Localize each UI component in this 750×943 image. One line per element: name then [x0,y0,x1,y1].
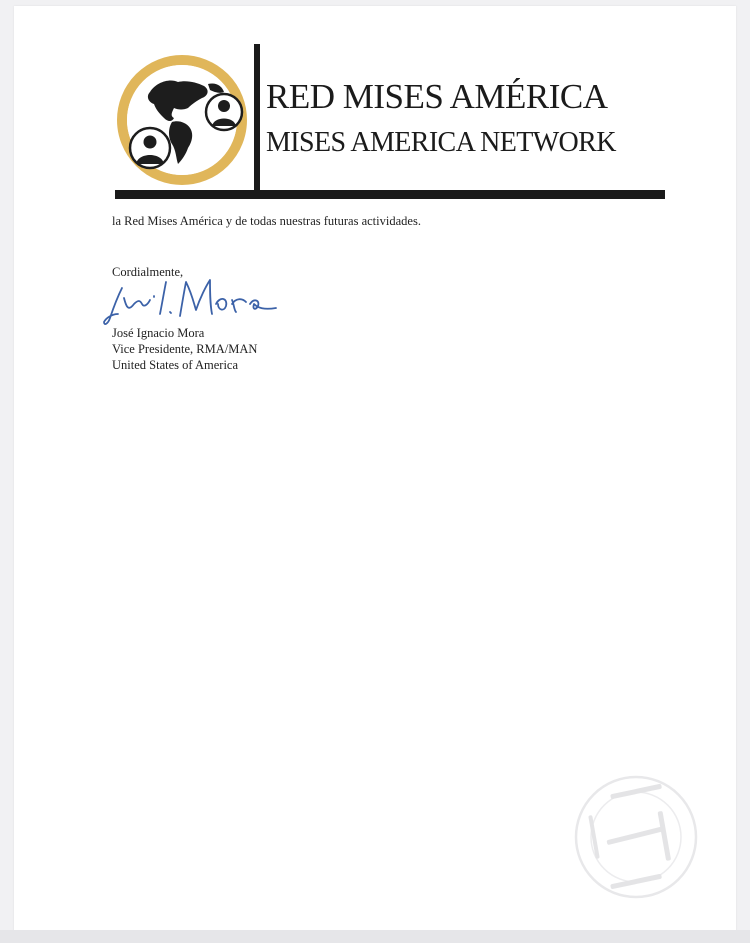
letter-closing-line: la Red Mises América y de todas nuestras futuras actividades. [112,214,421,228]
letterhead-horizontal-rule [115,190,665,199]
letter-page [14,6,736,932]
page-bottom-edge [0,930,750,943]
handwritten-signature [100,274,280,334]
letterhead-vertical-rule [254,44,260,192]
signer-country: United States of America [112,358,239,372]
signer-title: Vice Presidente, RMA/MAN [112,342,258,356]
letterhead-logo-icon [112,52,254,188]
org-name-english: MISES AMERICA NETWORK [266,127,616,158]
salutation: Cordialmente, [112,265,184,279]
embossed-seal-icon [570,771,702,903]
signer-name: José Ignacio Mora [112,326,205,340]
org-name-spanish: RED MISES AMÉRICA [266,77,608,116]
